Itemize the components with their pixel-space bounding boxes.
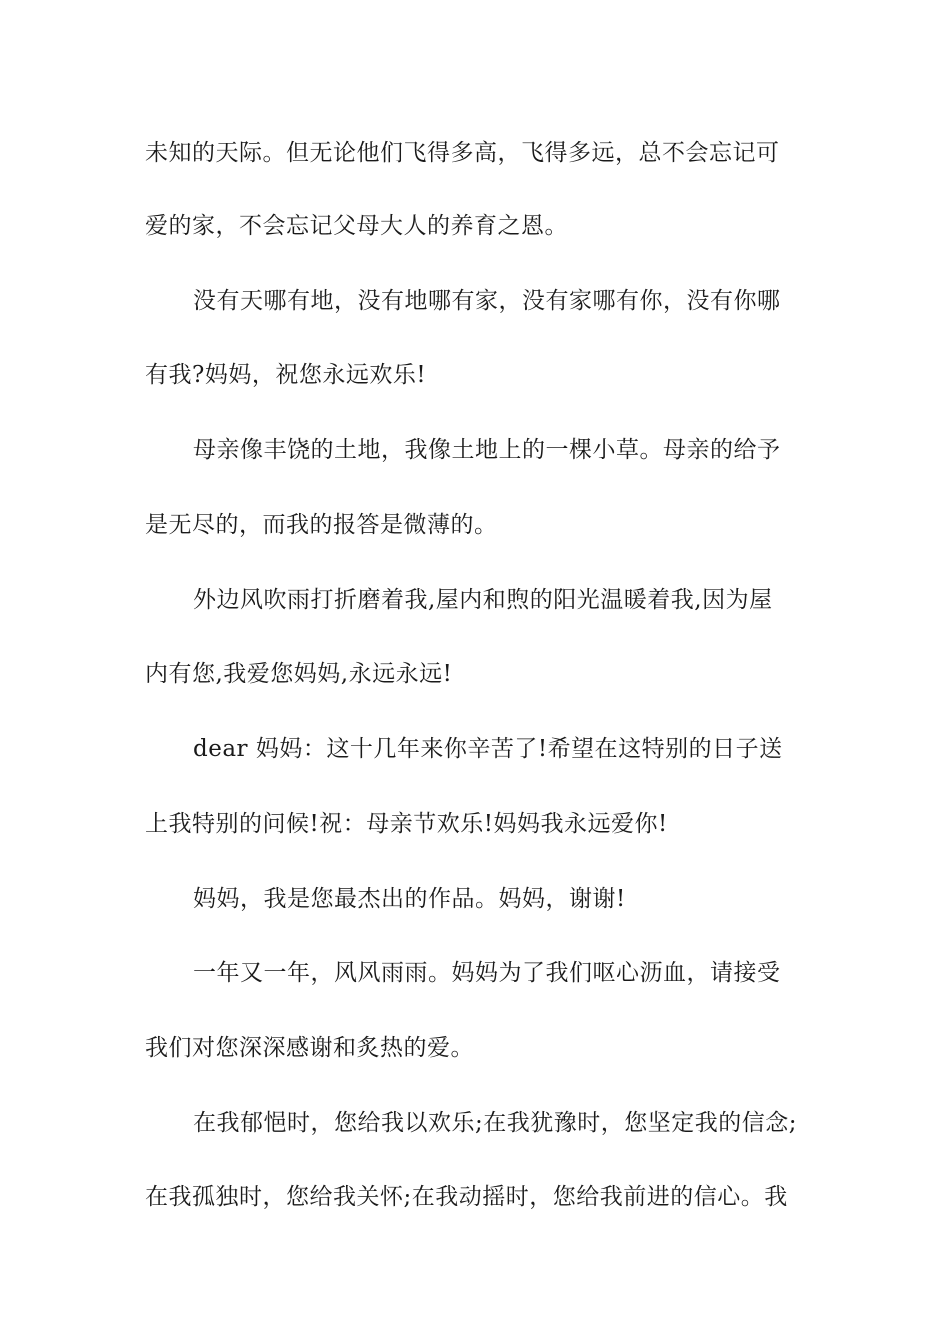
paragraph-line: 妈妈，我是您最杰出的作品。妈妈，谢谢! [193, 886, 626, 912]
text-line: 内有您,我爱您妈妈,永远永远! [145, 661, 453, 687]
text-line: 在我孤独时，您给我关怀;在我动摇时，您给我前进的信心。我 [145, 1184, 788, 1210]
text-line: 上我特别的问候!祝：母亲节欢乐!妈妈我永远爱你! [145, 811, 668, 837]
text-line: 我们对您深深感谢和炙热的爱。 [145, 1035, 474, 1061]
paragraph-line: 母亲像丰饶的土地，我像土地上的一棵小草。母亲的给予 [193, 437, 781, 463]
paragraph-line: 外边风吹雨打折磨着我,屋内和煦的阳光温暖着我,因为屋 [193, 587, 773, 613]
text-line: 未知的天际。但无论他们飞得多高，飞得多远，总不会忘记可 [145, 140, 780, 166]
text-line: 爱的家，不会忘记父母大人的养育之恩。 [145, 213, 568, 239]
paragraph-line: 在我郁悒时，您给我以欢乐;在我犹豫时，您坚定我的信念; [193, 1110, 797, 1136]
text-line: 是无尽的，而我的报答是微薄的。 [145, 512, 498, 538]
paragraph-line: 没有天哪有地，没有地哪有家，没有家哪有你，没有你哪 [193, 288, 781, 314]
paragraph-line: 一年又一年，风风雨雨。妈妈为了我们呕心沥血，请接受 [193, 960, 781, 986]
text-line: 有我?妈妈，祝您永远欢乐! [145, 362, 427, 388]
paragraph-line: dear 妈妈：这十几年来你辛苦了!希望在这特别的日子送 [193, 736, 783, 762]
